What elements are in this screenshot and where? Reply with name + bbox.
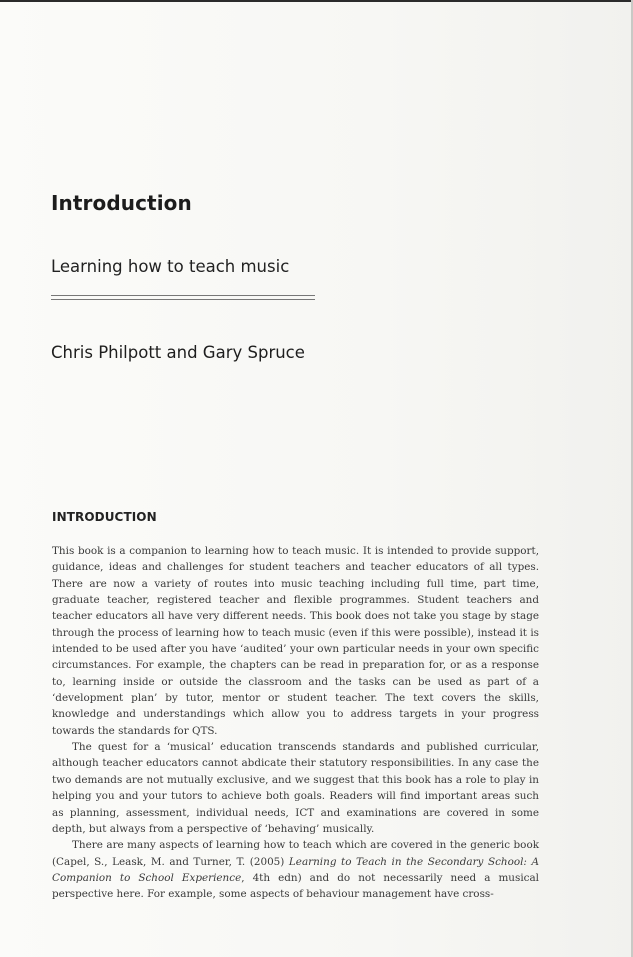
paragraph-3 — [52, 837, 539, 902]
book-title-citation: Learning to Teach in the Secondary School: A Companion to School Experience — [52, 855, 539, 884]
paragraph-3-text-before: There are many aspects of learning how to teach which are covered in the generic book (Capel, S., Leask, M. and Turner, T. (2005) — [52, 839, 539, 868]
title-divider — [51, 295, 315, 300]
paragraph-2: The quest for a ‘musical’ education transcends standards and published curricular, although teacher educators cannot abdicate their statutory responsibilities. In any case the two demands are not mutually exclusive, and we suggest that this book has a role to play in helping you and your tutors to achieve both goals. Readers will find important areas such as planning, assessment, individual needs, ICT and examinations are covered in some depth, but always from a perspective of ‘behaving’ musically. — [52, 741, 539, 835]
chapter-authors: Chris Philpott and Gary Spruce — [51, 343, 305, 362]
page-top-edge — [0, 0, 633, 2]
chapter-title: Introduction — [51, 191, 192, 215]
section-heading: INTRODUCTION — [52, 510, 157, 524]
chapter-subtitle: Learning how to teach music — [51, 257, 290, 276]
body-text — [52, 543, 539, 903]
paragraph-3-text-after: , 4th edn) and do not necessarily need a musical perspective here. For example, some aspects of behaviour management have cross- — [52, 871, 539, 901]
paragraph-1: This book is a companion to learning how to teach music. It is intended to provide support, guidance, ideas and challenges for student teachers and teacher educators of all types. There are now a variety of routes into music teaching including full time, part time, graduate teacher, registered teacher and flexible programmes. Student teachers and teacher educators all have very different needs. This book does not take you stage by stage through the process of learning how to teach music (even if this were possible), instead it is intended to be used after you have ‘audited’ your own particular needs in your own specific circumstances. For example, the chapters can be read in preparation for, or as a response to, learning inside or outside the classroom and the tasks can be used as part of a ‘development plan’ by tutor, mentor or student teacher. The text covers the skills, knowledge and understandings which allow you to address targets in your progress towards the standards for QTS. — [52, 545, 539, 737]
